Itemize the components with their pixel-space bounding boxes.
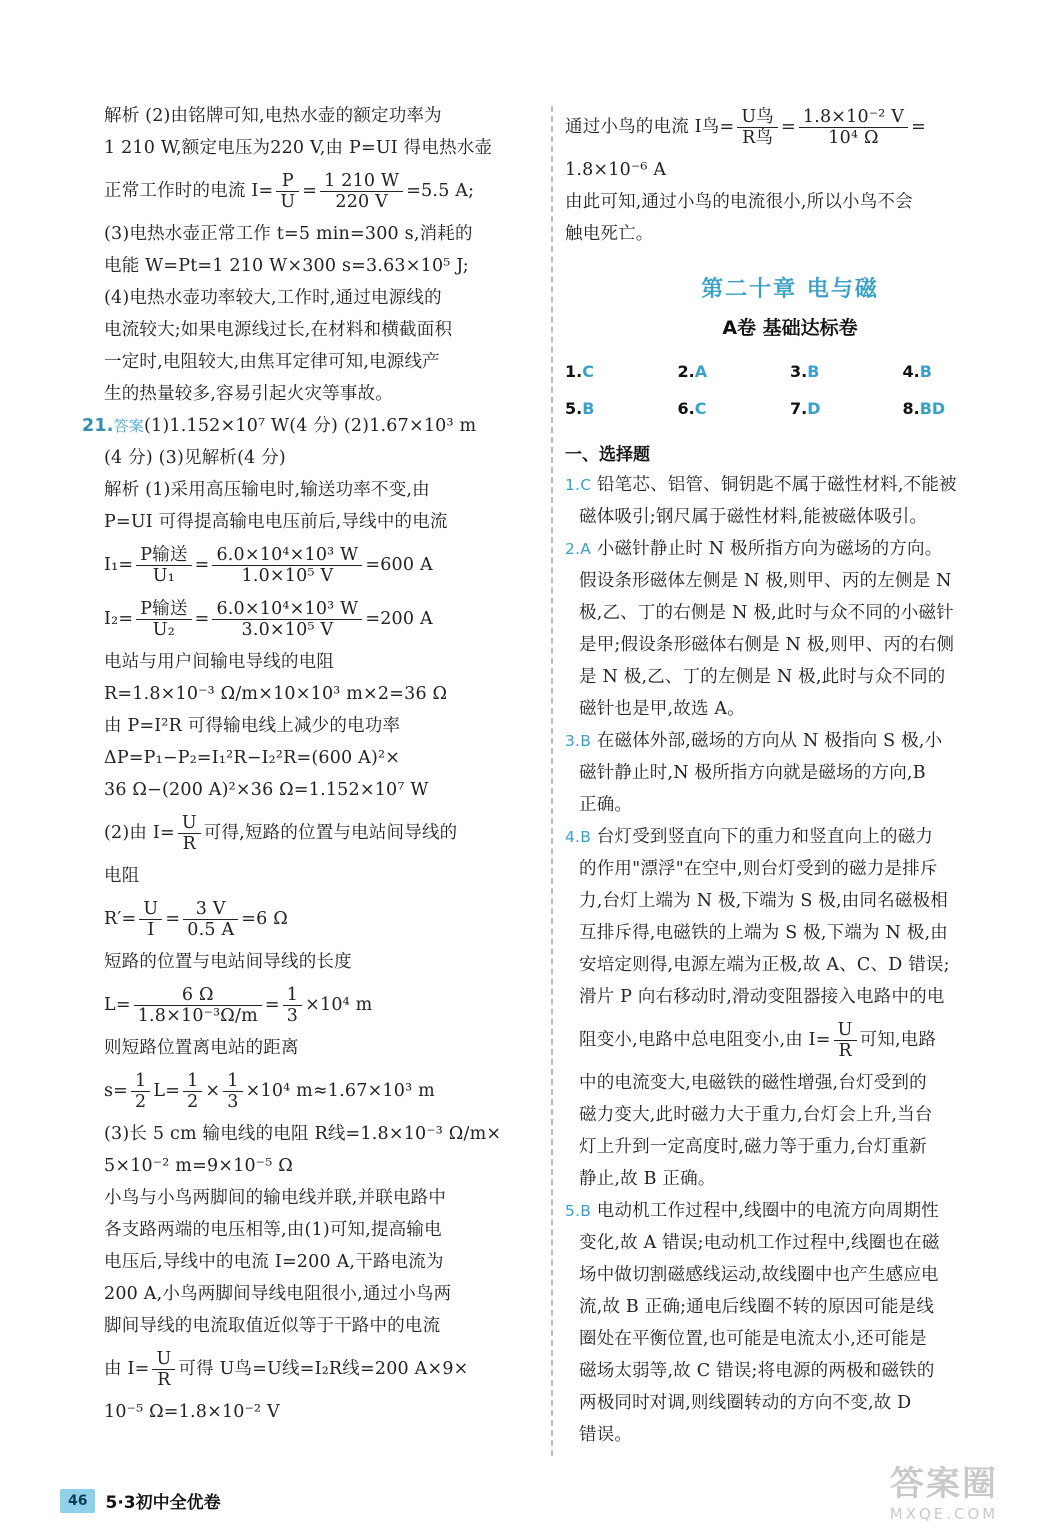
text-line: 电站与用户间输电导线的电阻: [104, 652, 335, 672]
watermark-logo: [869, 1456, 1019, 1526]
numerator: 3 V: [183, 899, 238, 920]
item-number: 1.C: [565, 476, 592, 494]
section-title: A卷 基础达标卷: [722, 317, 858, 339]
right-column: [565, 100, 1015, 1451]
text-line: 磁体吸引;钢尺属于磁性材料,能被磁体吸引。: [579, 507, 928, 527]
text-line: 中的电流变大,电磁铁的磁性增强,台灯受到的: [579, 1073, 927, 1093]
numerator: 1: [223, 1071, 242, 1092]
question-21-answer: [82, 410, 536, 442]
text-line: 极,乙、丁的右侧是 N 极,此时与众不同的小磁针: [579, 603, 954, 623]
fraction: [212, 599, 362, 640]
fraction: [131, 1071, 150, 1112]
denominator: 3: [286, 1006, 299, 1026]
text-line: 解析 (1)采用高压输电时,输送功率不变,由: [104, 480, 430, 500]
text-line: 一定时,电阻较大,由焦耳定律可知,电源线产: [104, 352, 440, 372]
text: 可得 U鸟=U线=I₂R线=200 A×9×: [178, 1359, 469, 1379]
text-line: 力,台灯上端为 N 极,下端为 S 极,由同名磁极相: [579, 891, 948, 911]
formula-distance: [104, 1064, 536, 1118]
text-line: R=1.8×10⁻³ Ω/m×10×10³ m×2=36 Ω: [104, 684, 448, 704]
numerator: 1: [183, 1071, 202, 1092]
fraction: [276, 171, 299, 212]
denominator: 2: [135, 1092, 147, 1112]
numerator: U: [139, 899, 162, 920]
watermark-text: 答案圈: [890, 1464, 998, 1504]
text: =: [194, 555, 210, 575]
text: 台灯受到竖直向下的重力和竖直向上的磁力: [596, 827, 934, 847]
text-line: 则短路位置离电站的距离: [104, 1038, 299, 1058]
text-line: (4 分) (3)见解析(4 分): [104, 448, 286, 468]
numerator: P输送: [136, 599, 191, 620]
text: =: [781, 117, 796, 137]
text-line: 触电死亡。: [565, 224, 654, 244]
question-4: [565, 821, 1015, 853]
fraction: [136, 545, 191, 586]
numerator: U: [152, 1349, 175, 1370]
text-line: 两极同时对调,则线圈转动的方向不变,故 D: [579, 1393, 912, 1413]
text-line: 由此可知,通过小鸟的电流很小,所以小鸟不会: [565, 192, 913, 212]
answer-item: [565, 362, 678, 381]
text: L=: [153, 1081, 181, 1101]
text-line: 脚间导线的电流取值近似等于干路中的电流: [104, 1316, 441, 1336]
text-line: (3)长 5 cm 输电线的电阻 R线=1.8×10⁻³ Ω/m×: [104, 1124, 502, 1144]
text: ×10⁴ m: [305, 995, 373, 1015]
numerator: 6.0×10⁴×10³ W: [212, 545, 362, 566]
denominator: 220 V: [335, 192, 388, 212]
formula-ohm: [104, 806, 536, 860]
text-line: 场中做切割磁感线运动,故线圈中也产生感应电: [579, 1265, 939, 1285]
text-line: 短路的位置与电站间导线的长度: [104, 952, 352, 972]
text-line: 滑片 P 向右移动时,滑动变阻器接入电路中的电: [579, 987, 945, 1007]
text-line: 是甲;假设条形磁体右侧是 N 极,则甲、丙的右侧: [579, 635, 955, 655]
text: 可得,短路的位置与电站间导线的: [203, 823, 458, 843]
answer-value: A: [694, 362, 708, 381]
text-line: 5×10⁻² m=9×10⁻⁵ Ω: [104, 1156, 293, 1176]
fraction: [183, 1071, 202, 1112]
text: 可知,电路: [859, 1030, 937, 1050]
text: 阻变小,电路中总电阻变小,由 I=: [579, 1030, 831, 1050]
answer-value: D: [807, 399, 821, 418]
text: 由 I=: [104, 1359, 150, 1379]
denominator: R: [157, 1370, 171, 1390]
answer-number: 4.: [902, 362, 920, 381]
text-line: 1.8×10⁻⁶ A: [565, 160, 667, 180]
denominator: I: [147, 920, 155, 940]
section-heading: 一、选择题: [565, 445, 650, 465]
text-line: 错误。: [579, 1425, 633, 1445]
text-line: 电能 W=Pt=1 210 W×300 s=3.63×10⁵ J;: [104, 256, 469, 276]
text-line: 电流较大;如果电源线过长,在材料和横截面积: [104, 320, 453, 340]
formula-rprime: [104, 892, 536, 946]
text-line: 各支路两端的电压相等,由(1)可知,提高输电: [104, 1220, 442, 1240]
question-1: [565, 469, 1015, 501]
formula-current: [104, 164, 536, 218]
text: s=: [104, 1081, 129, 1101]
answer-number: 1.: [565, 362, 583, 381]
formula-i2: [104, 592, 536, 646]
denominator: U: [280, 192, 296, 212]
text-line: 由 P=I²R 可得输电线上减少的电功率: [104, 716, 401, 736]
fraction: [152, 1349, 175, 1390]
text: ×: [205, 1081, 221, 1101]
text-line: 是 N 极,乙、丁的左侧是 N 极,此时与众不同的: [579, 667, 946, 687]
answer-item: [903, 399, 1016, 418]
numerator: U鸟: [737, 107, 778, 128]
answer-key: [565, 362, 1015, 418]
denominator: 3: [227, 1092, 239, 1112]
question-2: [565, 533, 1015, 565]
text-line: 圈处在平衡位置,也可能是电流太小,还可能是: [579, 1329, 927, 1349]
text-line: P=UI 可得提高输电电压前后,导线中的电流: [104, 512, 448, 532]
denominator: 2: [187, 1092, 199, 1112]
fraction: [283, 985, 302, 1026]
answer-item: [678, 399, 791, 418]
text-line: 10⁻⁵ Ω=1.8×10⁻² V: [104, 1402, 280, 1422]
text: 通过小鸟的电流 I鸟=: [565, 117, 735, 137]
numerator: 6.0×10⁴×10³ W: [212, 599, 362, 620]
text-line: 小鸟与小鸟两脚间的输电线并联,并联电路中: [104, 1188, 447, 1208]
text: (1)1.152×10⁷ W(4 分) (2)1.67×10³ m: [144, 416, 477, 436]
denominator: U₁: [152, 566, 175, 586]
text: I₁=: [104, 555, 134, 575]
text: =5.5 A;: [406, 181, 475, 201]
text: =: [911, 117, 926, 137]
fraction: [737, 107, 778, 148]
question-3: [565, 725, 1015, 757]
item-number: 4.B: [565, 828, 592, 846]
text: R′=: [104, 909, 137, 929]
answer-label: 答案: [113, 417, 145, 435]
numerator: 1.8×10⁻² V: [799, 107, 908, 128]
answer-number: 3.: [790, 362, 808, 381]
text-line: 200 A,小鸟两脚间导线电阻很小,通过小鸟两: [104, 1284, 452, 1304]
text: =600 A: [365, 555, 433, 575]
text-line: ΔP=P₁−P₂=I₁²R−I₂²R=(600 A)²×: [104, 748, 401, 768]
question-5: [565, 1195, 1015, 1227]
formula-bird-current: [565, 100, 1015, 154]
answer-item: [565, 399, 678, 418]
formula-i1: [104, 538, 536, 592]
numerator: 1 210 W: [320, 171, 403, 192]
text: 在磁体外部,磁场的方向从 N 极指向 S 极,小: [596, 731, 943, 751]
text: 电动机工作过程中,线圈中的电流方向周期性: [596, 1201, 939, 1221]
answer-number: 6.: [677, 399, 695, 418]
fraction: [139, 899, 162, 940]
text-line: 36 Ω−(200 A)²×36 Ω=1.152×10⁷ W: [104, 780, 429, 800]
text-line: 变化,故 A 错误;电动机工作过程中,线圈也在磁: [579, 1233, 940, 1253]
text: =: [264, 995, 280, 1015]
page-footer: [60, 1488, 221, 1513]
answer-value: B: [582, 399, 595, 418]
fraction: [178, 813, 201, 854]
chapter-title: 第二十章 电与磁: [701, 276, 879, 302]
text-line: 互排斥得,电磁铁的上端为 S 极,下端为 N 极,由: [579, 923, 948, 943]
fraction: [212, 545, 362, 586]
numerator: 1: [131, 1071, 150, 1092]
denominator: 3.0×10⁵ V: [241, 620, 334, 640]
fraction: [834, 1020, 857, 1061]
answer-item: [790, 362, 903, 381]
numerator: 1: [283, 985, 302, 1006]
fraction: [320, 171, 403, 212]
text-line: 解析 (2)由铭牌可知,电热水壶的额定功率为: [104, 106, 442, 126]
text-line: 电阻: [104, 866, 140, 886]
item-number: 5.B: [565, 1202, 592, 1220]
text: =: [165, 909, 181, 929]
text-line: 磁针也是甲,故选 A。: [579, 699, 745, 719]
formula-lamp: [565, 1013, 1015, 1067]
text: 铅笔芯、铝管、铜钥匙不属于磁性材料,不能被: [596, 475, 957, 495]
item-number: 2.A: [565, 540, 591, 558]
formula-voltage: [104, 1342, 536, 1396]
numerator: U: [178, 813, 201, 834]
text-line: 电压后,导线中的电流 I=200 A,干路电流为: [104, 1252, 444, 1272]
text-line: 假设条形磁体左侧是 N 极,则甲、丙的左侧是 N: [579, 571, 952, 591]
formula-length: [104, 978, 536, 1032]
numerator: 6 Ω: [134, 985, 262, 1006]
text-line: 安培定则得,电源左端为正极,故 A、C、D 错误;: [579, 955, 950, 975]
answer-number: 5.: [565, 399, 583, 418]
text-line: 磁针静止时,N 极所指方向就是磁场的方向,B: [579, 763, 926, 783]
text: =200 A: [365, 609, 433, 629]
answer-number: 7.: [790, 399, 808, 418]
denominator: 10⁴ Ω: [828, 128, 879, 148]
answer-item: [678, 362, 791, 381]
text: 正常工作时的电流 I=: [104, 181, 274, 201]
text: (2)由 I=: [104, 823, 175, 843]
text-line: 灯上升到一定高度时,磁力等于重力,台灯重新: [579, 1137, 927, 1157]
answer-value: C: [694, 399, 707, 418]
fraction: [134, 985, 262, 1026]
text-line: (4)电热水壶功率较大,工作时,通过电源线的: [104, 288, 442, 308]
text-line: 静止,故 B 正确。: [579, 1169, 716, 1189]
left-column: [82, 100, 536, 1428]
text: =6 Ω: [241, 909, 288, 929]
text-line: 磁场太弱等,故 C 错误;将电源的两极和磁铁的: [579, 1361, 935, 1381]
answer-value: C: [582, 362, 594, 381]
book-title: 5·3初中全优卷: [105, 1493, 221, 1513]
answer-value: B: [807, 362, 820, 381]
answer-number: 8.: [902, 399, 920, 418]
text-line: 的作用"漂浮"在空中,则台灯受到的磁力是排斥: [579, 859, 938, 879]
denominator: R: [182, 834, 196, 854]
numerator: U: [834, 1020, 857, 1041]
numerator: P输送: [136, 545, 191, 566]
watermark-url: MXQE.COM: [889, 1505, 999, 1523]
item-number: 3.B: [565, 732, 592, 750]
denominator: 1.0×10⁵ V: [241, 566, 334, 586]
denominator: R鸟: [742, 128, 774, 148]
text-line: (3)电热水壶正常工作 t=5 min=300 s,消耗的: [104, 224, 473, 244]
denominator: 1.8×10⁻³Ω/m: [137, 1006, 258, 1026]
question-number: 21.: [82, 416, 114, 436]
answer-number: 2.: [677, 362, 695, 381]
text: I₂=: [104, 609, 134, 629]
text: L=: [104, 995, 131, 1015]
text: =: [302, 181, 318, 201]
denominator: 0.5 A: [187, 920, 235, 940]
answer-item: [903, 362, 1016, 381]
text: ×10⁴ m≈1.67×10³ m: [245, 1081, 435, 1101]
fraction: [799, 107, 908, 148]
text-line: 正确。: [579, 795, 633, 815]
fraction: [136, 599, 191, 640]
column-divider: [551, 106, 553, 1456]
fraction: [223, 1071, 242, 1112]
text-line: 生的热量较多,容易引起火灾等事故。: [104, 384, 393, 404]
text: =: [194, 609, 210, 629]
text-line: 流,故 B 正确;通电后线圈不转的原因可能是线: [579, 1297, 935, 1317]
answer-value: B: [919, 362, 932, 381]
denominator: R: [838, 1041, 852, 1061]
text: 小磁针静止时 N 极所指方向为磁场的方向。: [596, 539, 943, 559]
denominator: U₂: [152, 620, 175, 640]
numerator: P: [276, 171, 299, 192]
page-number: 46: [60, 1489, 95, 1513]
answer-value: BD: [919, 399, 946, 418]
answer-item: [790, 399, 903, 418]
text-line: 1 210 W,额定电压为220 V,由 P=UI 得电热水壶: [104, 138, 493, 158]
text-line: 磁力变大,此时磁力大于重力,台灯会上升,当台: [579, 1105, 933, 1125]
fraction: [183, 899, 238, 940]
